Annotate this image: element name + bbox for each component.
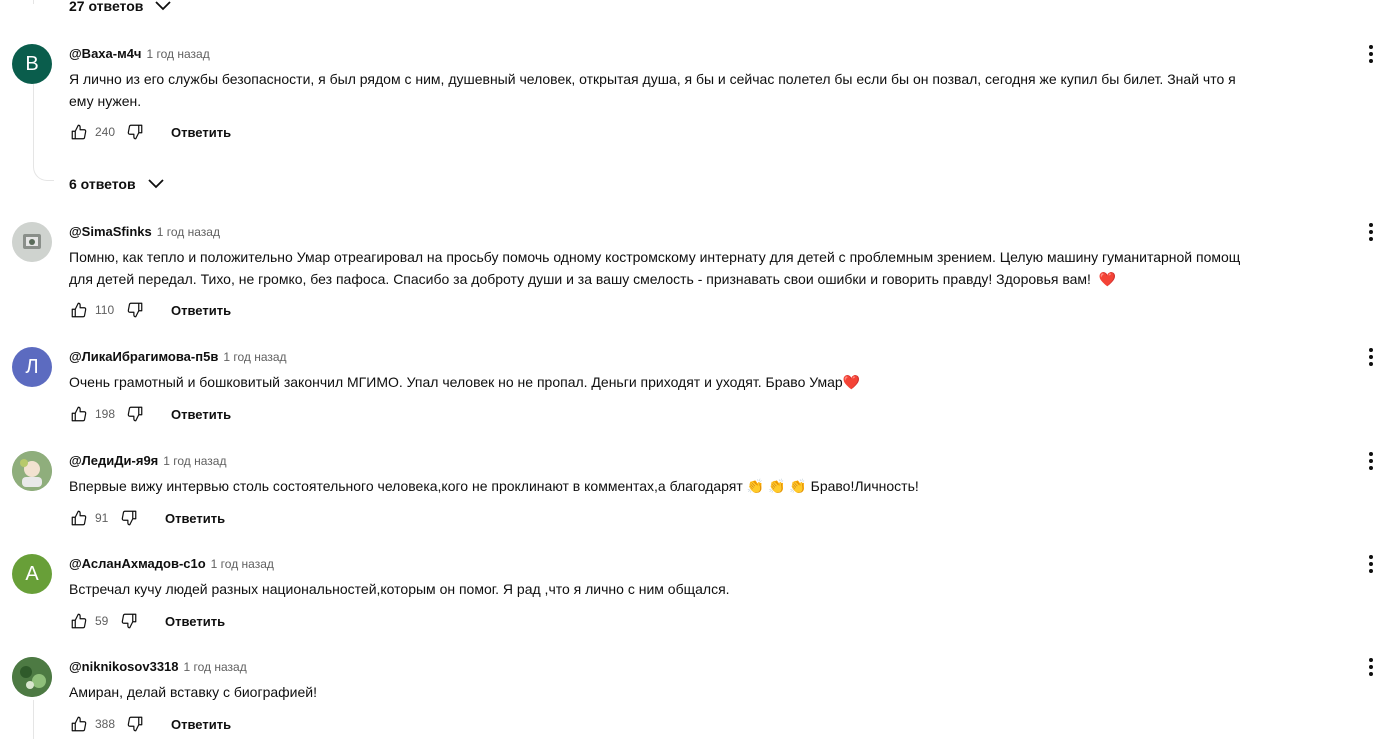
thread-line	[33, 0, 54, 4]
thread-line	[33, 74, 54, 181]
avatar[interactable]	[12, 222, 52, 262]
avatar[interactable]	[12, 347, 52, 387]
comment-text-span: для детей передал. Тихо, не громко, без пафоса. Спасибо за доброту души и за вашу смелость - признавать свои ошибки и говорить правду! Здоровья вам!	[69, 271, 1091, 287]
avatar[interactable]	[12, 657, 52, 697]
comment-text	[69, 681, 1382, 703]
like-icon[interactable]	[69, 508, 89, 528]
replies-toggle[interactable]	[69, 0, 173, 18]
like-count: 388	[95, 717, 116, 731]
dislike-icon[interactable]	[119, 508, 139, 528]
like-icon[interactable]	[69, 714, 89, 734]
comment-text	[69, 246, 1382, 290]
avatar-image	[12, 657, 52, 697]
comment-text-line: Амиран, делай вставку с биографией!	[69, 684, 317, 700]
comment-meta	[69, 224, 220, 242]
dislike-icon[interactable]	[125, 714, 145, 734]
more-actions-icon[interactable]	[1360, 449, 1382, 473]
dislike-icon[interactable]	[125, 300, 145, 320]
dislike-icon[interactable]	[119, 611, 139, 631]
like-count: 240	[95, 125, 116, 139]
avatar-letter: А	[25, 562, 39, 585]
reply-button[interactable]: Ответить	[171, 302, 232, 318]
clap-emoji: 👏 👏 👏	[746, 478, 807, 494]
comment-text-line	[69, 268, 1382, 290]
heart-emoji: ❤️	[1098, 271, 1117, 287]
comment-text-line: Я лично из его службы безопасности, я был рядом с ним, душевный человек, открытая душа, я бы и сейчас полетел бы если бы он позвал, сегодня же купил бы билет. Знай что я	[69, 71, 1236, 87]
avatar-image	[12, 451, 52, 491]
reply-button[interactable]: Ответить	[171, 406, 232, 422]
like-icon[interactable]	[69, 611, 89, 631]
reply-button[interactable]: Ответить	[171, 716, 232, 732]
replies-count: 6 ответов	[69, 176, 136, 192]
reply-button[interactable]: Ответить	[165, 613, 226, 629]
comment-meta	[69, 659, 247, 677]
comment-meta	[69, 556, 274, 574]
comment-actions	[69, 506, 225, 530]
comment-meta	[69, 349, 287, 367]
comment-time[interactable]: 1 год назад	[163, 454, 227, 468]
comment-time[interactable]: 1 год назад	[146, 47, 210, 61]
like-icon[interactable]	[69, 300, 89, 320]
replies-count: 27 ответов	[69, 0, 144, 14]
comment-time[interactable]: 1 год назад	[156, 225, 220, 239]
author-name[interactable]: @SimaSfinks	[69, 224, 152, 239]
chevron-down-icon	[153, 0, 173, 16]
reply-button[interactable]: Ответить	[171, 124, 232, 140]
comment-text	[69, 371, 1382, 393]
like-count: 59	[95, 614, 109, 628]
dislike-icon[interactable]	[125, 122, 145, 142]
like-count: 198	[95, 407, 116, 421]
author-name[interactable]: @Ваха-м4ч	[69, 46, 142, 61]
avatar-letter: В	[25, 52, 39, 75]
chevron-down-icon	[146, 174, 166, 194]
dislike-icon[interactable]	[125, 404, 145, 424]
comment-time[interactable]: 1 год назад	[183, 660, 247, 674]
like-count: 110	[95, 303, 115, 317]
comment-text-span: Браво!Личность!	[810, 478, 919, 494]
comment-actions	[69, 712, 231, 736]
like-count: 91	[95, 511, 109, 525]
comment-text	[69, 578, 1382, 600]
like-icon[interactable]	[69, 122, 89, 142]
more-actions-icon[interactable]	[1360, 552, 1382, 576]
comment-meta	[69, 453, 226, 471]
comment-actions	[69, 298, 231, 322]
reply-button[interactable]: Ответить	[165, 510, 226, 526]
author-name[interactable]: @ЛикаИбрагимова-п5в	[69, 349, 219, 364]
comment-text-line	[69, 475, 1382, 497]
replies-toggle[interactable]	[69, 172, 166, 196]
avatar[interactable]	[12, 451, 52, 491]
heart-emoji: ❤️	[842, 374, 861, 390]
comment-text-line: Встречал кучу людей разных национальностей,которым он помог. Я рад ,что я лично с ним общался.	[69, 581, 730, 597]
comment-actions	[69, 402, 231, 426]
thread-line	[33, 700, 54, 739]
author-name[interactable]: @АсланАхмадов-с1о	[69, 556, 206, 571]
avatar-letter: Л	[25, 355, 39, 378]
avatar-image	[12, 222, 52, 262]
more-actions-icon[interactable]	[1360, 42, 1382, 66]
comment-meta	[69, 46, 210, 64]
comment-text-span: Впервые вижу интервью столь состоятельного человека,кого не проклинают в комментах,а благодарят	[69, 478, 743, 494]
comment-text	[69, 475, 1382, 497]
like-icon[interactable]	[69, 404, 89, 424]
author-name[interactable]: @niknikosov3318	[69, 659, 179, 674]
comment-text-line: ему нужен.	[69, 93, 142, 109]
comment-text-span: Очень грамотный и бошковитый закончил МГИМО. Упал человек но не пропал. Деньги приходят и уходят. Браво Умар	[69, 374, 843, 390]
comment-time[interactable]: 1 год назад	[223, 350, 287, 364]
comment-text	[69, 68, 1382, 112]
comment-text-line	[69, 371, 1382, 393]
comment-text-line: Помню, как тепло и положительно Умар отреагировал на просьбу помочь одному костромскому интернату для детей с проблемным зрением. Целую машину гуманитарной помощ	[69, 249, 1241, 265]
comment-actions	[69, 120, 231, 144]
avatar[interactable]	[12, 44, 52, 84]
more-actions-icon[interactable]	[1360, 655, 1382, 679]
more-actions-icon[interactable]	[1360, 220, 1382, 244]
comment-actions	[69, 609, 225, 633]
avatar[interactable]	[12, 554, 52, 594]
more-actions-icon[interactable]	[1360, 345, 1382, 369]
comment-time[interactable]: 1 год назад	[210, 557, 274, 571]
author-name[interactable]: @ЛедиДи-я9я	[69, 453, 159, 468]
